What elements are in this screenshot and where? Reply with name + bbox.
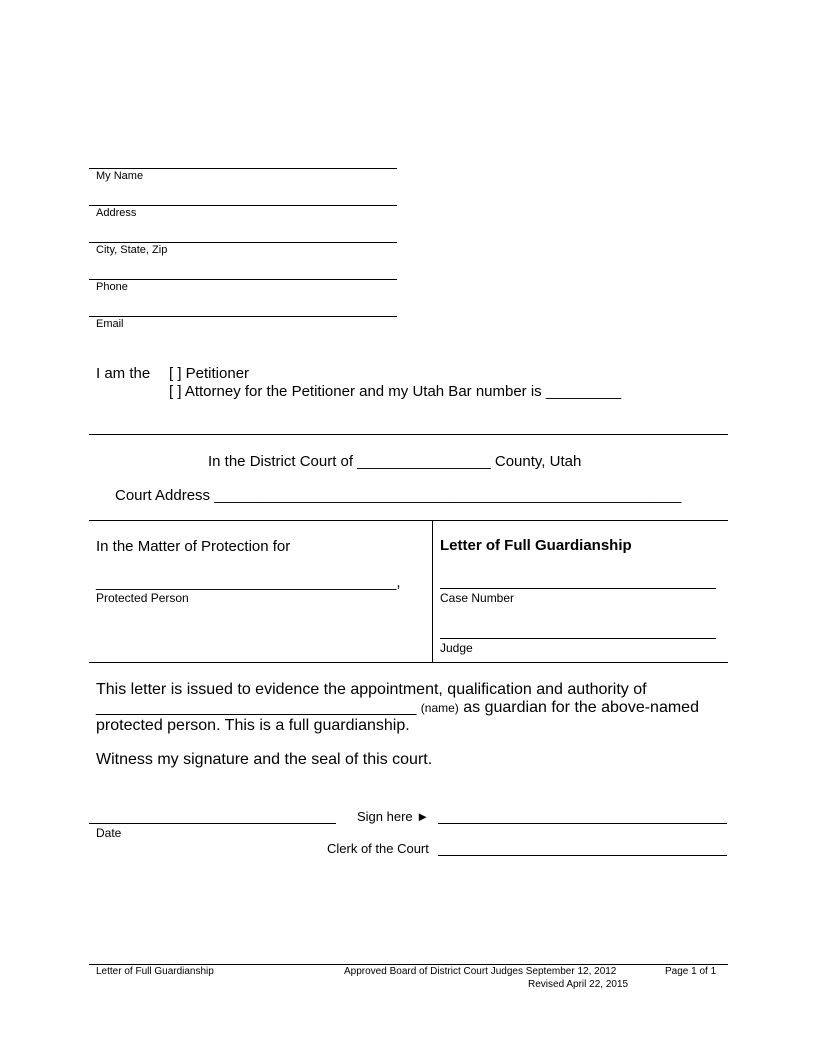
footer-approved: Approved Board of District Court Judges September 12, 2012 xyxy=(344,966,617,977)
attorney-checkbox[interactable]: [ ] Attorney for the Petitioner and my Utah Bar number is _________ xyxy=(169,383,621,400)
statement-line-2-rest: as guardian for the above-named xyxy=(463,699,699,716)
petitioner-checkbox[interactable]: [ ] Petitioner xyxy=(169,365,250,382)
email-line[interactable] xyxy=(89,316,397,317)
email-label: Email xyxy=(96,318,124,330)
role-prefix: I am the xyxy=(96,365,151,382)
footer-rule xyxy=(89,964,728,965)
protected-person-label: Protected Person xyxy=(96,591,189,605)
city-state-zip-line[interactable] xyxy=(89,242,397,243)
date-label: Date xyxy=(96,826,122,840)
case-number-line[interactable] xyxy=(440,588,716,589)
guardian-name-field[interactable]: ____________________________________ xyxy=(96,699,417,716)
phone-label: Phone xyxy=(96,281,128,293)
district-court-line[interactable]: In the District Court of ________________ County, Utah xyxy=(208,453,582,470)
footer-page: Page 1 of 1 xyxy=(665,966,717,977)
statement-line-3: protected person. This is a full guardianship. xyxy=(96,717,410,734)
date-line[interactable] xyxy=(89,823,336,824)
witness-line: Witness my signature and the seal of this court. xyxy=(96,751,433,768)
phone-line[interactable] xyxy=(89,279,397,280)
statement-line-1: This letter is issued to evidence the appointment, qualification and authority of xyxy=(96,681,647,698)
clerk-label: Clerk of the Court xyxy=(327,841,429,856)
footer-revised: Revised April 22, 2015 xyxy=(528,979,629,990)
court-address-line[interactable]: Court Address ________________________________________________________ xyxy=(115,487,682,504)
footer-form-title: Letter of Full Guardianship xyxy=(96,966,214,977)
case-number-label: Case Number xyxy=(440,591,515,605)
name-line[interactable] xyxy=(89,168,397,169)
judge-label: Judge xyxy=(440,641,473,655)
caption-bottom-rule xyxy=(89,662,728,663)
matter-label: In the Matter of Protection for xyxy=(96,538,291,555)
signature-line[interactable] xyxy=(438,823,727,824)
address-line[interactable] xyxy=(89,205,397,206)
statement-line-2 xyxy=(96,699,699,717)
address-label: Address xyxy=(96,207,137,219)
court-top-rule xyxy=(89,434,728,435)
caption-divider xyxy=(432,520,433,662)
name-label: My Name xyxy=(96,170,144,182)
judge-line[interactable] xyxy=(440,638,716,639)
clerk-line[interactable] xyxy=(438,855,727,856)
document-title: Letter of Full Guardianship xyxy=(440,537,632,554)
name-hint: (name) xyxy=(420,701,459,715)
caption-top-rule xyxy=(89,520,728,521)
sign-here-label: Sign here ► xyxy=(357,809,430,824)
city-state-zip-label: City, State, Zip xyxy=(96,244,168,256)
protected-person-field[interactable]: ____________________________________, xyxy=(96,574,401,591)
